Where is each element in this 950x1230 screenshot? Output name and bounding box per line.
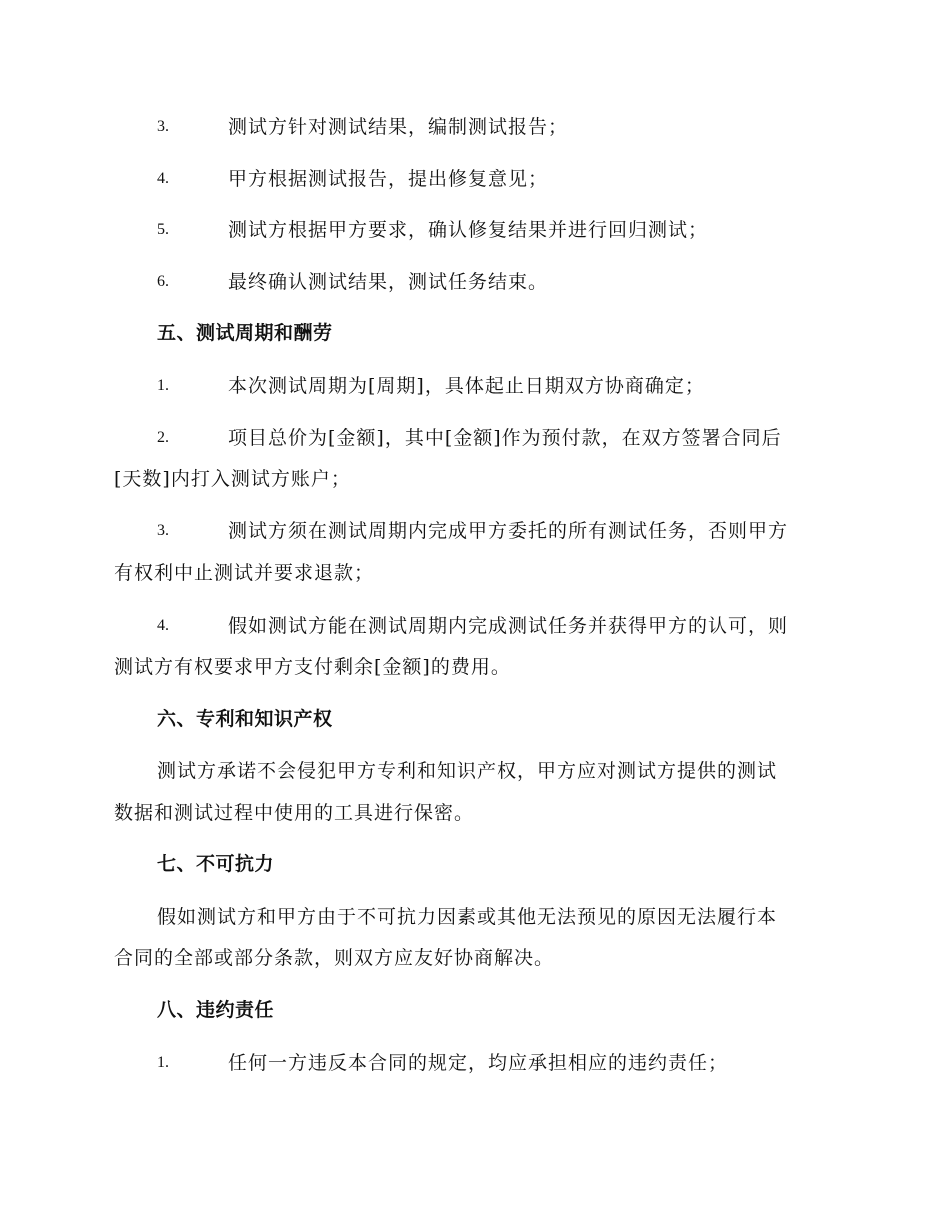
list-item-number: 1. [157,1054,169,1071]
list-item-text: 测试方根据甲方要求，确认修复结果并进行回归测试； [228,219,709,241]
section-heading: 七、不可抗力 [157,853,275,875]
list-item-number: 2. [157,429,169,446]
list-item-text: 项目总价为[金额]，其中[金额]作为预付款，在双方签署合同后 [228,427,782,449]
list-item-number: 4. [157,617,169,634]
list-item-number: 3. [157,118,169,135]
section-heading: 五、测试周期和酬劳 [157,322,333,344]
list-item-text-continuation: 有权利中止测试并要求退款； [114,562,375,584]
section-heading: 八、违约责任 [157,999,275,1021]
list-item-text: 测试方须在测试周期内完成甲方委托的所有测试任务，否则甲方 [228,520,789,542]
paragraph-line: 合同的全部或部分条款，则双方应友好协商解决。 [114,947,555,969]
list-item-text-continuation: 测试方有权要求甲方支付剩余[金额]的费用。 [114,656,511,678]
list-item-number: 6. [157,273,169,290]
list-item-number: 1. [157,377,169,394]
list-item-text: 最终确认测试结果，测试任务结束。 [228,271,549,293]
section-heading: 六、专利和知识产权 [157,708,333,730]
list-item-number: 5. [157,221,169,238]
paragraph-line: 数据和测试过程中使用的工具进行保密。 [114,802,475,824]
list-item-number: 4. [157,170,169,187]
list-item-text: 假如测试方能在测试周期内完成测试任务并获得甲方的认可，则 [228,615,789,637]
paragraph-line: 假如测试方和甲方由于不可抗力因素或其他无法预见的原因无法履行本 [157,906,778,928]
list-item-text-continuation: [天数]内打入测试方账户； [114,468,351,490]
list-item-text: 测试方针对测试结果，编制测试报告； [228,116,569,138]
list-item-number: 3. [157,522,169,539]
list-item-text: 任何一方违反本合同的规定，均应承担相应的违约责任； [228,1052,729,1074]
paragraph-line: 测试方承诺不会侵犯甲方专利和知识产权，甲方应对测试方提供的测试 [157,760,778,782]
list-item-text: 本次测试周期为[周期]，具体起止日期双方协商确定； [228,375,705,397]
list-item-text: 甲方根据测试报告，提出修复意见； [228,168,549,190]
